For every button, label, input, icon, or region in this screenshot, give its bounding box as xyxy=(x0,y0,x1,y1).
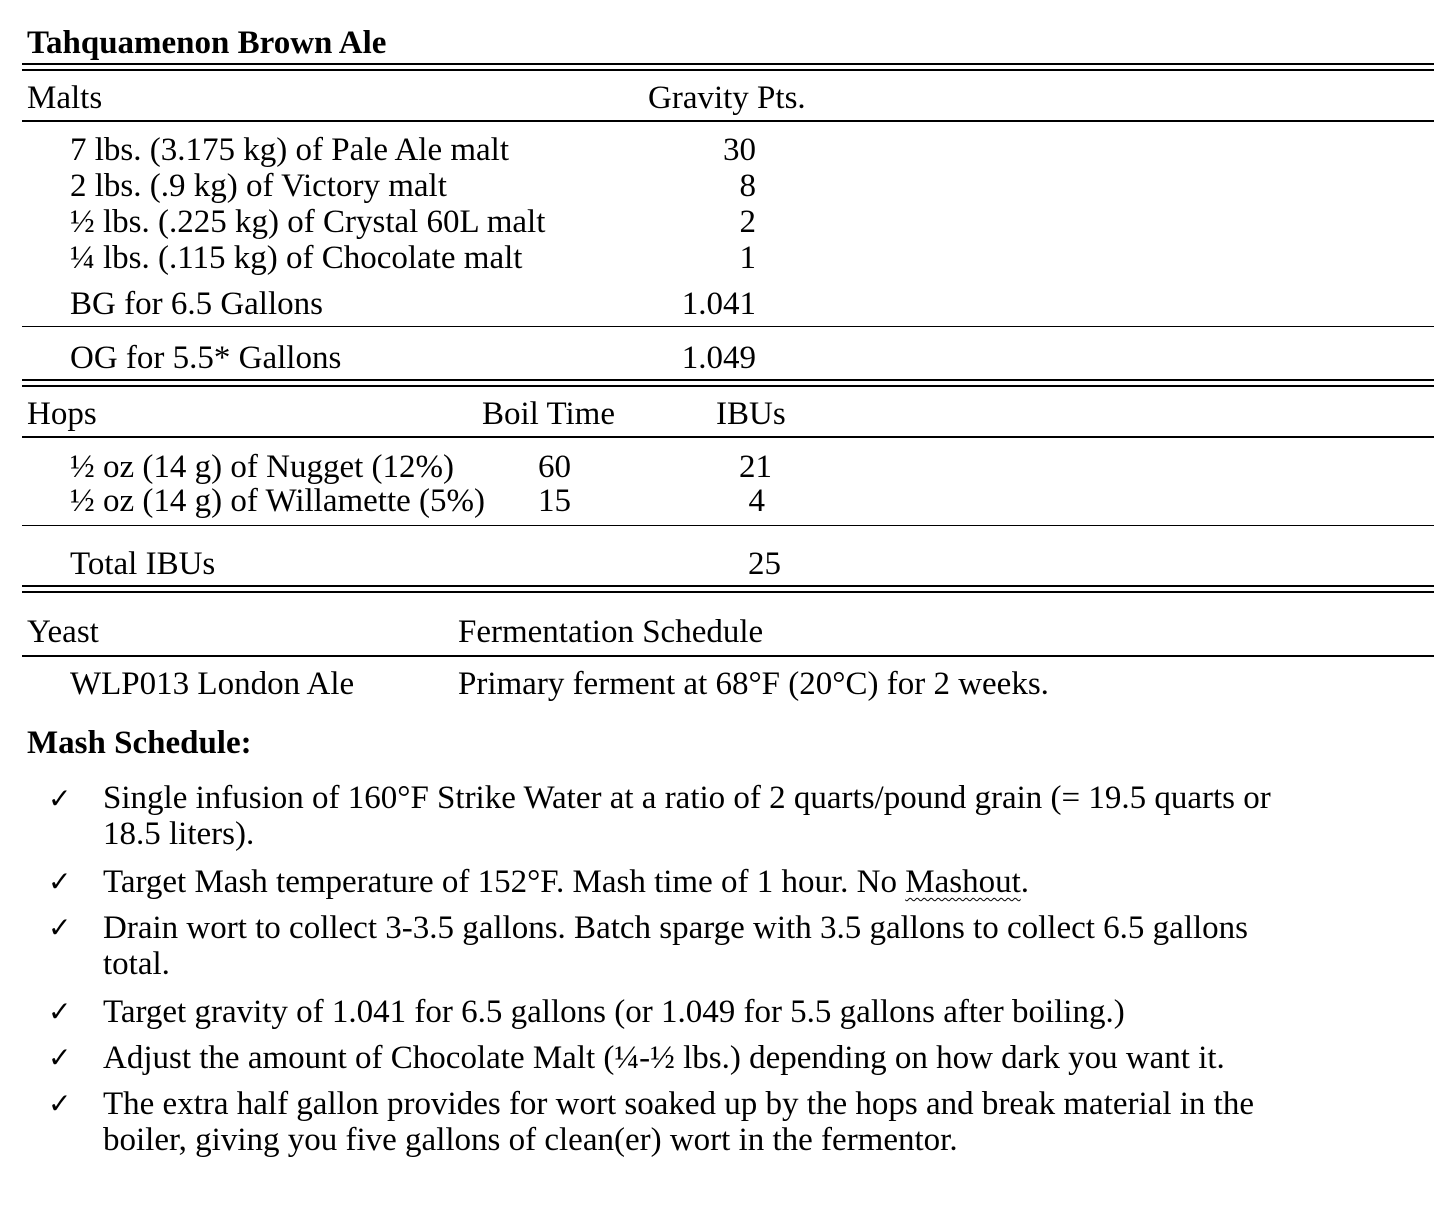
malt-item-points: 8 xyxy=(739,168,756,204)
mash-list-item xyxy=(103,1086,1403,1158)
hops-items-rule xyxy=(22,525,1434,526)
title-double-rule xyxy=(22,63,1434,71)
hop-item-ibu: 4 xyxy=(748,483,765,519)
og-label: OG for 5.5* Gallons xyxy=(70,340,342,376)
checkmark-icon: ✓ xyxy=(48,782,72,815)
hops-double-rule xyxy=(22,585,1434,593)
hops-header-rule xyxy=(22,436,1434,438)
hop-item-name: ½ oz (14 g) of Willamette (5%) xyxy=(70,483,486,519)
checkmark-icon: ✓ xyxy=(48,995,72,1028)
mash-list-item xyxy=(103,1040,1403,1076)
mash-item-line: Single infusion of 160°F Strike Water at a ratio of 2 quarts/pound grain (= 19.5 quarts or xyxy=(103,780,1271,816)
bg-label: BG for 6.5 Gallons xyxy=(70,286,323,322)
mash-item-line: Drain wort to collect 3-3.5 gallons. Batch sparge with 3.5 gallons to collect 6.5 gallons xyxy=(103,910,1248,946)
hop-item-ibu: 21 xyxy=(739,449,772,485)
fermentation-schedule: Primary ferment at 68°F (20°C) for 2 weeks. xyxy=(458,666,1049,702)
malt-item-name: ½ lbs. (.225 kg) of Crystal 60L malt xyxy=(70,204,546,240)
mash-heading: Mash Schedule: xyxy=(27,725,252,761)
total-ibus-label: Total IBUs xyxy=(70,546,216,582)
yeast-header-rule xyxy=(22,655,1434,657)
checkmark-icon: ✓ xyxy=(48,1087,72,1120)
checkmark-icon: ✓ xyxy=(48,911,72,944)
malt-item-name: ¼ lbs. (.115 kg) of Chocolate malt xyxy=(70,240,523,276)
mash-item-line: 18.5 liters). xyxy=(103,816,255,852)
malt-item-name: 7 lbs. (3.175 kg) of Pale Ale malt xyxy=(70,132,510,168)
yeast-header-label: Yeast xyxy=(27,614,99,650)
malt-item-points: 1 xyxy=(739,240,756,276)
hops-header-ibus: IBUs xyxy=(716,396,786,432)
hop-item-time: 15 xyxy=(538,483,571,519)
yeast-header-schedule: Fermentation Schedule xyxy=(458,614,764,650)
malts-header-rule xyxy=(22,120,1434,122)
malt-item-points: 30 xyxy=(723,132,756,168)
mash-item-line: Target gravity of 1.041 for 6.5 gallons (or 1.049 for 5.5 gallons after boiling.) xyxy=(103,994,1125,1030)
mash-list-item xyxy=(103,994,1403,1030)
bg-value: 1.041 xyxy=(681,286,756,322)
malts-header-gravity: Gravity Pts. xyxy=(648,80,806,116)
bg-rule xyxy=(22,326,1434,327)
spellcheck-word: Mashout xyxy=(905,864,1021,900)
yeast-strain: WLP013 London Ale xyxy=(70,666,355,702)
malts-header-label: Malts xyxy=(27,80,103,116)
hop-item-name: ½ oz (14 g) of Nugget (12%) xyxy=(70,449,454,485)
mash-item-text: Target Mash temperature of 152°F. Mash time of 1 hour. No xyxy=(103,864,906,900)
malt-item-name: 2 lbs. (.9 kg) of Victory malt xyxy=(70,168,447,204)
mash-item-line: Adjust the amount of Chocolate Malt (¼-½ lbs.) depending on how dark you want it. xyxy=(103,1040,1225,1076)
checkmark-icon: ✓ xyxy=(48,865,72,898)
mash-item-line: total. xyxy=(103,946,170,982)
hops-header-boil-time: Boil Time xyxy=(482,396,615,432)
mash-item-text-end: . xyxy=(1020,864,1029,900)
og-double-rule xyxy=(22,379,1434,387)
hop-item-time: 60 xyxy=(538,449,571,485)
malt-item-points: 2 xyxy=(739,204,756,240)
mash-list-item xyxy=(103,864,1403,900)
mash-item-line: The extra half gallon provides for wort soaked up by the hops and break material in the xyxy=(103,1086,1254,1122)
mash-list-item xyxy=(103,780,1403,852)
hops-header-label: Hops xyxy=(27,396,97,432)
checkmark-icon: ✓ xyxy=(48,1041,72,1074)
mash-list-item xyxy=(103,910,1403,982)
page-title: Tahquamenon Brown Ale xyxy=(27,25,387,61)
og-value: 1.049 xyxy=(681,340,756,376)
mash-item-line: boiler, giving you five gallons of clean(er) wort in the fermentor. xyxy=(103,1122,958,1158)
total-ibus-value: 25 xyxy=(748,546,781,582)
